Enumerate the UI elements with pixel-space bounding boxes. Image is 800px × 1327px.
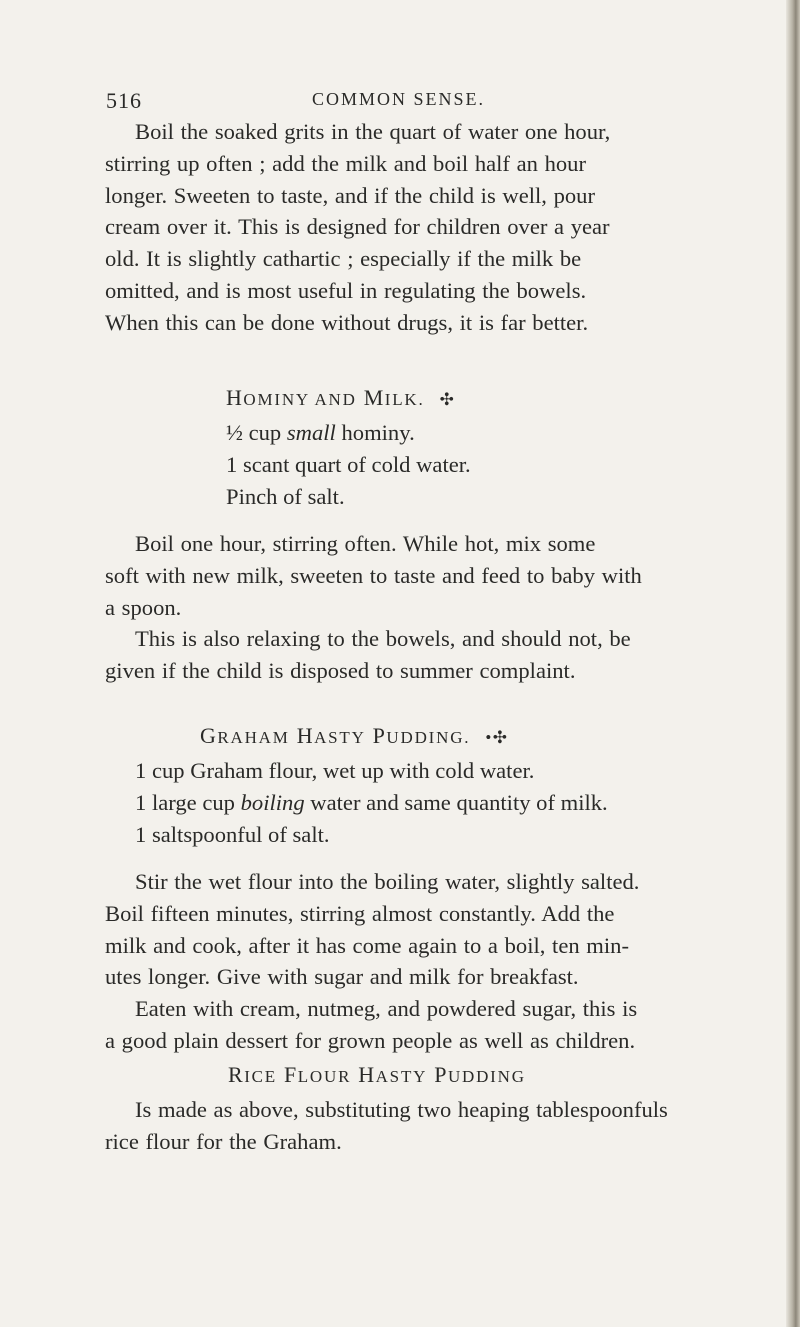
ingredient-list-hominy bbox=[226, 417, 471, 512]
ingredient-line: ½ cup small hominy. bbox=[226, 420, 415, 445]
text-line: a good plain dessert for grown people as well as children. bbox=[105, 1027, 636, 1053]
page-number: 516 bbox=[106, 88, 142, 113]
text-line: This is also relaxing to the bowels, and should not, be bbox=[135, 626, 631, 652]
text-line: a spoon. bbox=[105, 594, 182, 620]
recipe-title-hominy: HOMINY AND MILK. ✣ bbox=[226, 385, 456, 410]
ornament-icon: •✣ bbox=[485, 728, 509, 747]
text-line: Boil fifteen minutes, stirring almost constantly. Add the bbox=[105, 900, 615, 926]
text-line: Eaten with cream, nutmeg, and powdered sugar, this is bbox=[135, 996, 638, 1022]
ingredient-list-graham bbox=[135, 755, 608, 850]
text-line: cream over it. This is designed for children over a year bbox=[105, 214, 610, 240]
text-line: milk and cook, after it has come again to a boil, ten min- bbox=[105, 932, 629, 958]
page-edge-shadow bbox=[786, 0, 800, 1327]
ingredient-line: 1 scant quart of cold water. bbox=[226, 451, 471, 477]
text-line: utes longer. Give with sugar and milk for breakfast. bbox=[105, 964, 579, 990]
ingredient-line: 1 saltspoonful of salt. bbox=[135, 821, 330, 847]
text-line: omitted, and is most useful in regulating the bowels. bbox=[105, 277, 587, 303]
ingredient-line: Pinch of salt. bbox=[226, 483, 345, 509]
text-line: When this can be done without drugs, it is far better. bbox=[105, 309, 589, 335]
text-line: Stir the wet flour into the boiling water, slightly salted. bbox=[135, 869, 640, 894]
text-line: stirring up often ; add the milk and boil half an hour bbox=[105, 150, 586, 176]
running-head: COMMON SENSE. bbox=[312, 89, 486, 109]
rice-directions bbox=[105, 1094, 739, 1158]
recipe-title-graham: GRAHAM HASTY PUDDING. •✣ bbox=[200, 723, 509, 748]
text-line: Is made as above, substituting two heaping tablespoonfuls bbox=[135, 1097, 668, 1122]
text-line: Boil one hour, stirring often. While hot, mix some bbox=[135, 531, 596, 556]
text-line: Boil the soaked grits in the quart of water one hour, bbox=[135, 119, 611, 144]
ingredient-line: 1 cup Graham flour, wet up with cold water. bbox=[135, 758, 535, 783]
intro-paragraph bbox=[105, 116, 739, 339]
text-line: rice flour for the Graham. bbox=[105, 1128, 342, 1154]
ingredient-line: 1 large cup boiling water and same quantity of milk. bbox=[135, 789, 608, 815]
text-line: given if the child is disposed to summer complaint. bbox=[105, 658, 576, 684]
text-line: soft with new milk, sweeten to taste and feed to baby with bbox=[105, 562, 642, 588]
recipe-title-rice: RICE FLOUR HASTY PUDDING bbox=[228, 1062, 526, 1087]
text-line: old. It is slightly cathartic ; especially if the milk be bbox=[105, 246, 582, 272]
hominy-directions bbox=[105, 528, 739, 687]
text-line: longer. Sweeten to taste, and if the child is well, pour bbox=[105, 182, 596, 208]
ornament-icon: ✣ bbox=[439, 390, 456, 409]
graham-directions bbox=[105, 866, 739, 1057]
